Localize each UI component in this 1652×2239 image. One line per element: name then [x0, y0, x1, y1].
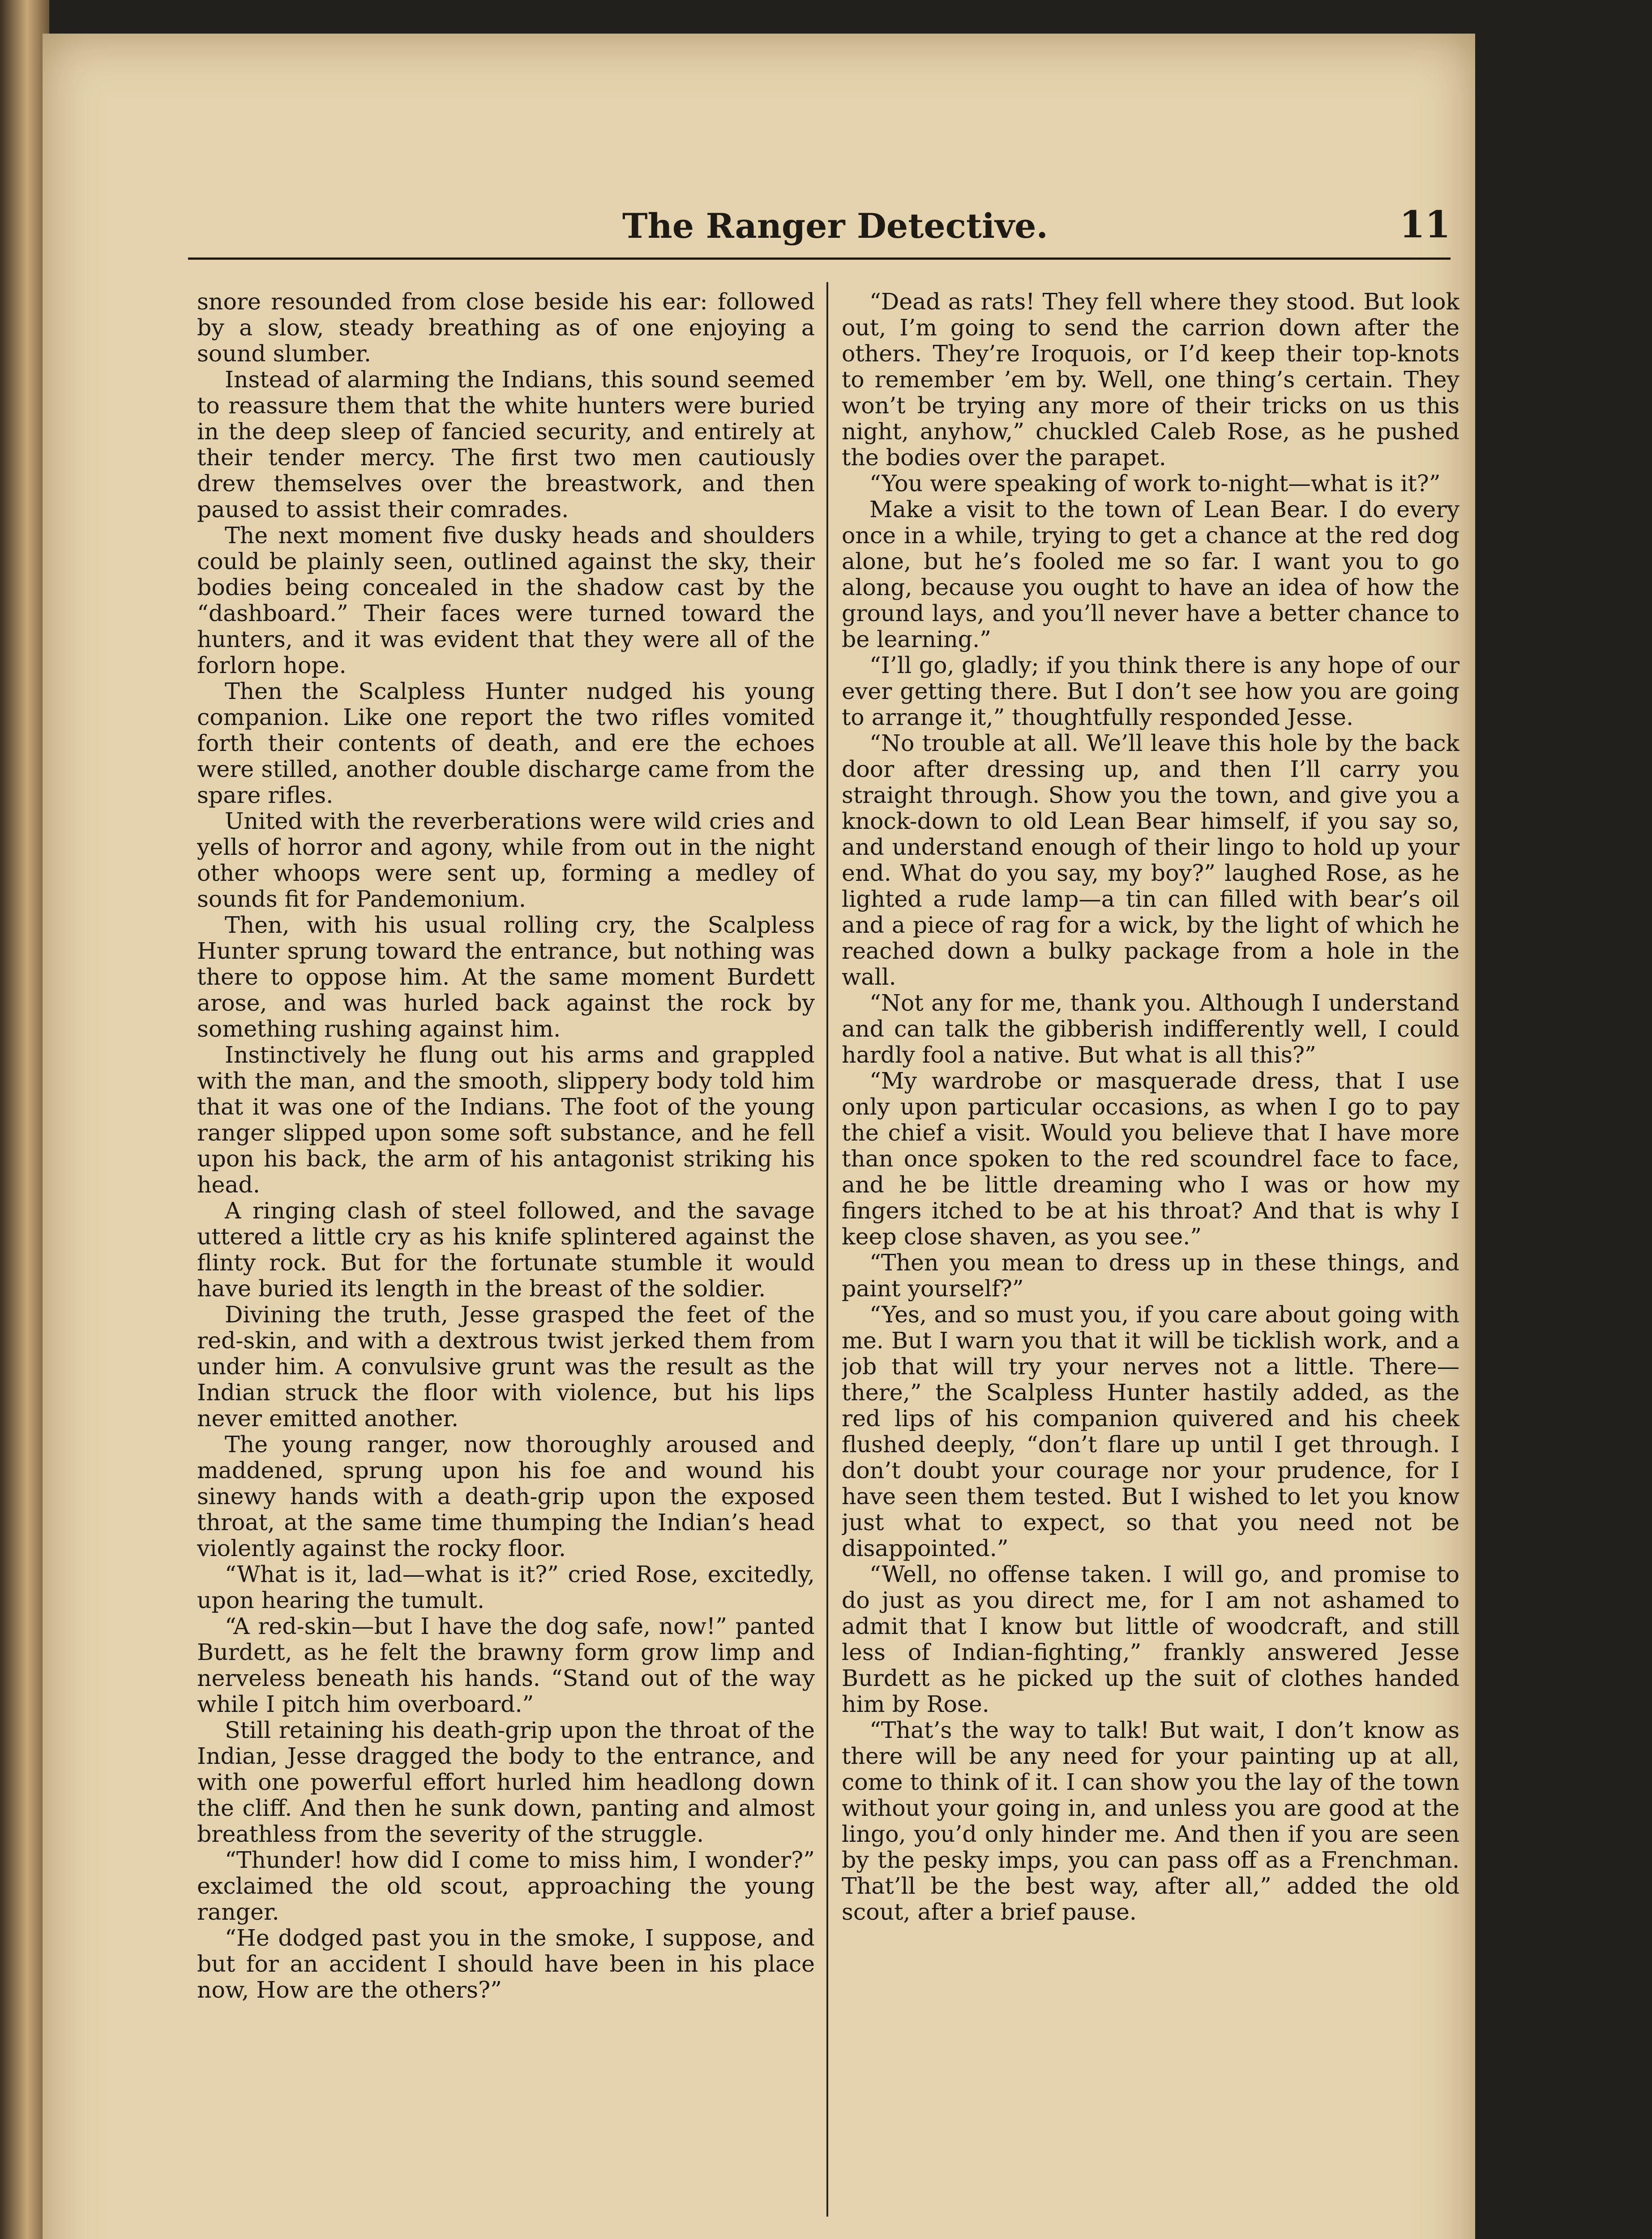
paragraph: “Yes, and so must you, if you care about going with me. But I warn you that it will be ticklish work, and a job that will try your nerves not a little. There—there,” the Scalpless Hunter hastily added, as the red lips of his companion quivered and his cheek flushed deeply, “don’t flare up until I get through. I don’t doubt your courage nor your prudence, for I have seen them tested. But I wished to let you know just what to expect, so that you need not be disappointed.”: [842, 1301, 1459, 1561]
paragraph: “A red-skin—but I have the dog safe, now!” panted Burdett, as he felt the brawny form grow limp and nerveless beneath his hands. “Stand out of the way while I pitch him overboard.”: [197, 1613, 815, 1717]
paragraph: Instead of alarming the Indians, this sound seemed to reassure them that the white hunters were buried in the deep sleep of fancied security, and entirely at their tender mercy. The first two men cautiously drew themselves over the breastwork, and then paused to assist their comrades.: [197, 366, 815, 523]
paragraph: “Dead as rats! They fell where they stood. But look out, I’m going to send the carrion down after the others. They’re Iroquois, or I’d keep their top-knots to remember ’em by. Well, one thing’s certain. They won’t be trying any more of their tricks on us this night, anyhow,” chuckled Caleb Rose, as he pushed the bodies over the parapet.: [842, 289, 1459, 471]
paragraph: “Well, no offense taken. I will go, and promise to do just as you direct me, for I am not ashamed to admit that I know but little of woodcraft, and still less of Indian-fighting,” frankly answered Jesse Burdett as he picked up the suit of clothes handed him by Rose.: [842, 1561, 1459, 1717]
right-column: [842, 289, 1459, 2214]
paragraph: “You were speaking of work to-night—what is it?”: [869, 470, 1441, 497]
paragraph: “What is it, lad—what is it?” cried Rose, excitedly, upon hearing the tumult.: [197, 1561, 815, 1613]
paragraph: Still retaining his death-grip upon the throat of the Indian, Jesse dragged the body to the entrance, and with one powerful effort hurled him headlong down the cliff. And then he sunk down, panting and almost breathless from the severity of the struggle.: [197, 1717, 815, 1847]
paragraph: “That’s the way to talk! But wait, I don’t know as there will be any need for your painting up at all, come to think of it. I can show you the lay of the town without your going in, and unless you are good at the lingo, you’d only hinder me. And then if you are seen by the pesky imps, you can pass off as a Frenchman. That’ll be the best way, after all,” added the old scout, after a brief pause.: [842, 1717, 1459, 1925]
page-number: 11: [1399, 203, 1451, 246]
paragraph: Instinctively he flung out his arms and grappled with the man, and the smooth, slippery body told him that it was one of the Indians. The foot of the young ranger slipped upon some soft substance, and he fell upon his back, the arm of his antagonist striking his head.: [197, 1042, 815, 1198]
paragraph: “He dodged past you in the smoke, I suppose, and but for an accident I should have been in his place now, How are the others?”: [197, 1925, 815, 2003]
paragraph: Then the Scalpless Hunter nudged his young companion. Like one report the two rifles vomited forth their contents of death, and ere the echoes were stilled, another double discharge came from the spare rifles.: [197, 678, 815, 808]
paragraph: Then, with his usual rolling cry, the Scalpless Hunter sprung toward the entrance, but nothing was there to oppose him. At the same moment Burdett arose, and was hurled back against the rock by something rushing against him.: [197, 912, 815, 1042]
paragraph: snore resounded from close beside his ear: followed by a slow, steady breathing as of one enjoying a sound slumber.: [197, 289, 815, 367]
paragraph: Divining the truth, Jesse grasped the feet of the red-skin, and with a dextrous twist jerked them from under him. A convulsive grunt was the result as the Indian struck the floor with violence, but his lips never emitted another.: [197, 1301, 815, 1432]
paragraph: United with the reverberations were wild cries and yells of horror and agony, while from out in the night other whoops were sent up, forming a medley of sounds fit for Pandemonium.: [197, 808, 815, 912]
paragraph: “No trouble at all. We’ll leave this hole by the back door after dressing up, and then I’ll carry you straight through. Show you the town, and give you a knock-down to old Lean Bear himself, if you say so, and understand enough of their lingo to hold up your end. What do you say, my boy?” laughed Rose, as he lighted a rude lamp—a tin can filled with bear’s oil and a piece of rag for a wick, by the light of which he reached down a bulky package from a hole in the wall.: [842, 730, 1459, 990]
paragraph: The young ranger, now thoroughly aroused and maddened, sprung upon his foe and wound his sinewy hands with a death-grip upon the exposed throat, at the same time thumping the Indian’s head violently against the rocky floor.: [197, 1431, 815, 1561]
left-column: [197, 289, 815, 2214]
paragraph: “My wardrobe or masquerade dress, that I use only upon particular occasions, as when I go to pay the chief a visit. Would you believe that I have more than once spoken to the red scoundrel face to face, and he be little dreaming who I was or how my fingers itched to be at his throat? And that is why I keep close shaven, as you see.”: [842, 1068, 1459, 1250]
paragraph: Make a visit to the town of Lean Bear. I do every once in a while, trying to get a chance at the red dog alone, but he’s fooled me so far. I want you to go along, because you ought to have an idea of how the ground lays, and you’ll never have a better chance to be learning.”: [842, 496, 1459, 652]
paragraph: A ringing clash of steel followed, and the savage uttered a little cry as his knife splintered against the flinty rock. But for the fortunate stumble it would have buried its length in the breast of the soldier.: [197, 1197, 815, 1302]
running-header: [578, 184, 1451, 260]
paragraph: “Then you mean to dress up in these things, and paint yourself?”: [842, 1249, 1459, 1302]
column-divider: [826, 282, 828, 2217]
paragraph: The next moment five dusky heads and shoulders could be plainly seen, outlined against the sky, their bodies being concealed in the shadow cast by the “dashboard.” Their faces were turned toward the hunters, and it was evident that they were all of the forlorn hope.: [197, 522, 815, 678]
header-rule: [188, 257, 1451, 260]
paragraph: “I’ll go, gladly; if you think there is any hope of our ever getting there. But I don’t see how you are going to arrange it,” thoughtfully responded Jesse.: [842, 652, 1459, 730]
page-title: The Ranger Detective.: [622, 206, 1048, 246]
paragraph: “Not any for me, thank you. Although I understand and can talk the gibberish indifferently well, I could hardly fool a native. But what is all this?”: [842, 990, 1459, 1068]
facing-page-edge: [0, 0, 49, 2239]
paragraph: “Thunder! how did I come to miss him, I wonder?” exclaimed the old scout, approaching the young ranger.: [197, 1847, 815, 1925]
